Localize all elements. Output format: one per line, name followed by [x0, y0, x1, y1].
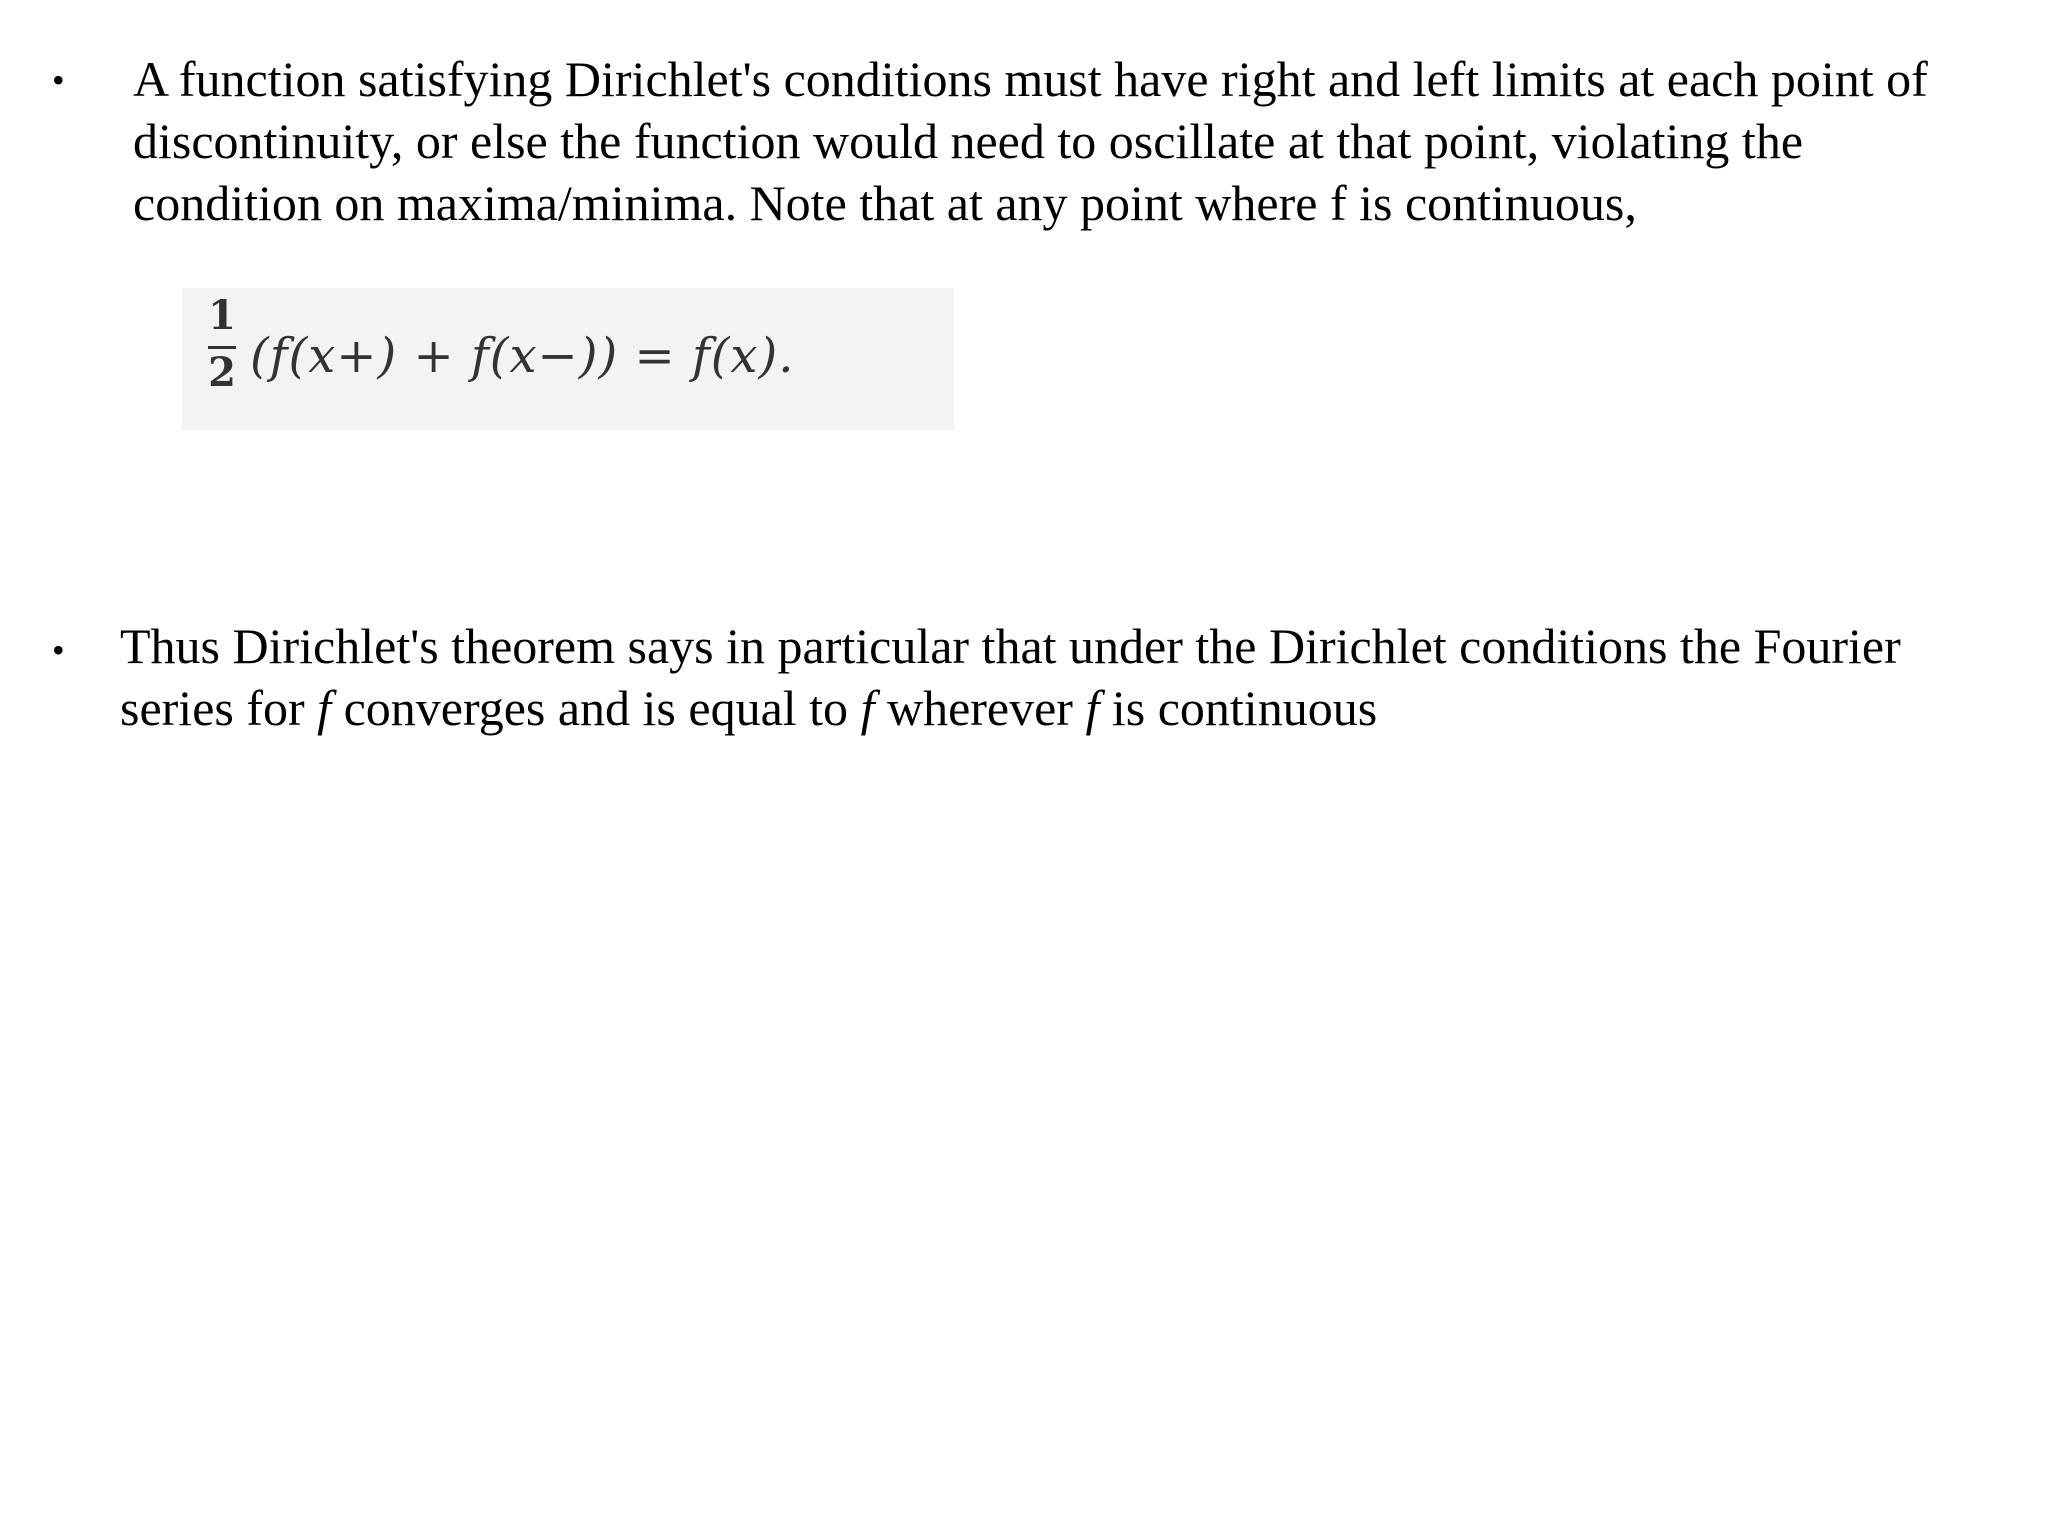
text-line: discontinuity, or else the function would need to oscillate at that point, violating the — [133, 113, 1804, 169]
text-run: wherever — [874, 680, 1086, 736]
text-line: A function satisfying Dirichlet's conditions must have right and left limits at each point of — [133, 51, 1928, 107]
bullet-text — [120, 615, 1901, 739]
bullet-dot: • — [52, 60, 65, 100]
formula-fraction — [202, 292, 242, 396]
bullet-text — [133, 48, 1928, 234]
text-run: converges and is equal to — [331, 680, 861, 736]
formula-expression: (f(x+) + f(x−)) = f(x). — [250, 328, 795, 384]
fraction-numerator: 1 — [208, 292, 236, 339]
text-line: Thus Dirichlet's theorem says in particular that under the Dirichlet conditions the Fourier — [120, 618, 1901, 674]
text-run: series for — [120, 680, 318, 736]
bullet-dot: • — [52, 630, 65, 670]
italic-f: f — [1085, 680, 1100, 736]
text-line — [120, 677, 1901, 739]
fraction-denominator: 2 — [208, 349, 236, 396]
text-run: is continuous — [1099, 680, 1378, 736]
text-line: condition on maxima/minima. Note that at any point where f is continuous, — [133, 175, 1637, 231]
italic-f: f — [317, 680, 332, 736]
italic-f: f — [860, 680, 875, 736]
formula-image — [182, 288, 954, 430]
